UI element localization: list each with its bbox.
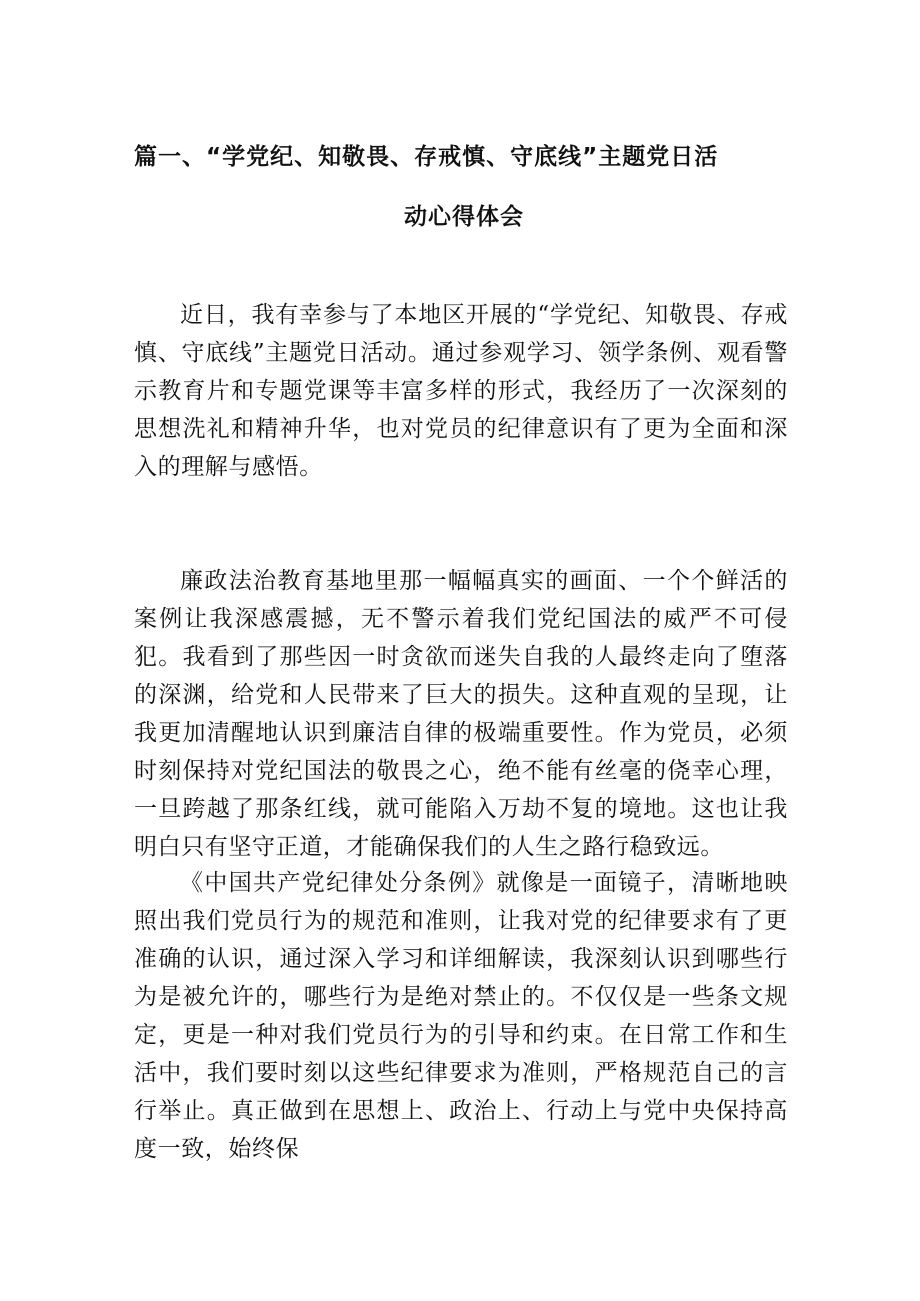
paragraph-1: 近日，我有幸参与了本地区开展的“学党纪、知敬畏、存戒慎、守底线”主题党日活动。通过参观学习、领学条例、观看警示教育片和专题党课等丰富多样的形式，我经历了一次深刻的思想洗礼和精神升华，也对党员的纪律意识有了更为全面和深入的理解与感悟。	[134, 302, 788, 480]
document-title-line-1: 篇一、“学党纪、知敬畏、存戒慎、守底线”主题党日活	[134, 144, 719, 170]
paragraph-2: 廉政法治教育基地里那一幅幅真实的画面、一个个鲜活的案例让我深感震撼，无不警示着我们党纪国法的威严不可侵犯。我看到了那些因一时贪欲而迷失自我的人最终走向了堕落的深渊，给党和人民带来了巨大的损失。这种直观的呈现，让我更加清醒地认识到廉洁自律的极端重要性。作为党员，必须时刻保持对党纪国法的敬畏之心，绝不能有丝毫的侥幸心理，一旦跨越了那条红线，就可能陷入万劫不复的境地。这也让我明白只有坚守正道，才能确保我们的人生之路行稳致远。	[134, 568, 788, 860]
paragraph-3: 《中国共产党纪律处分条例》就像是一面镜子，清晰地映照出我们党员行为的规范和准则，让我对党的纪律要求有了更准确的认识，通过深入学习和详细解读，我深刻认识到哪些行为是被允许的，哪些行为是绝对禁止的。不仅仅是一些条文规定，更是一种对我们党员行为的引导和约束。在日常工作和生活中，我们要时刻以这些纪律要求为准则，严格规范自己的言行举止。真正做到在思想上、政治上、行动上与党中央保持高度一致，始终保	[134, 870, 788, 1162]
document-title-line-2: 动心得体会	[404, 204, 524, 230]
